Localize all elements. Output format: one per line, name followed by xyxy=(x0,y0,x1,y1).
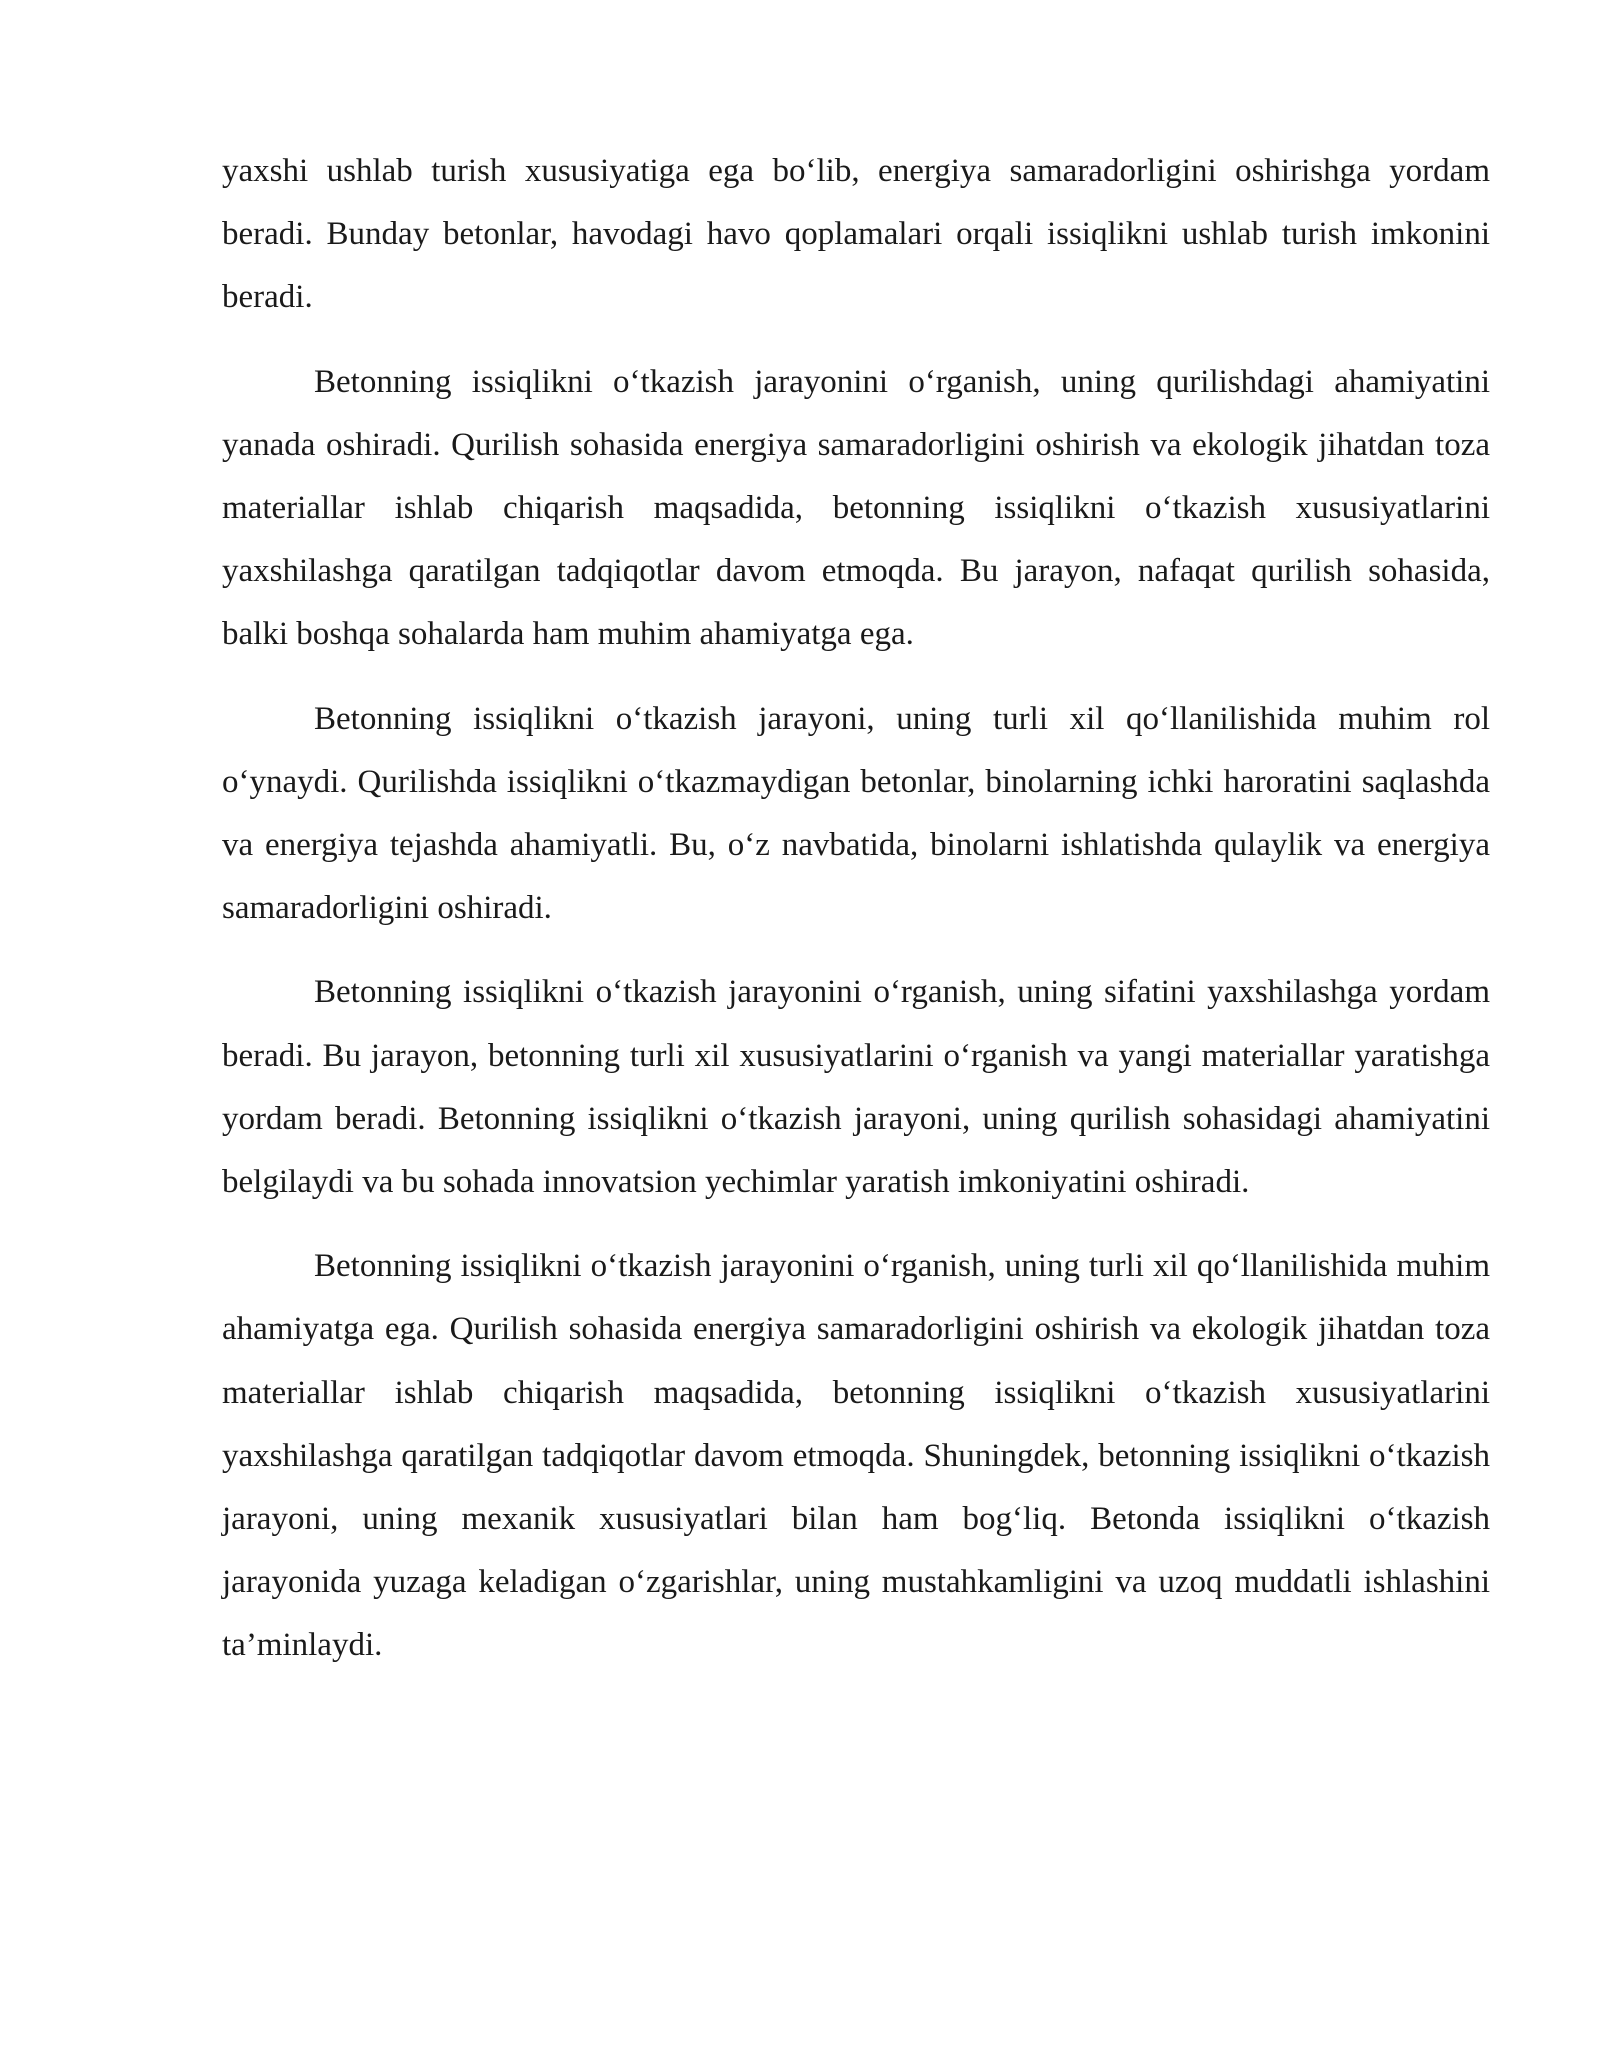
paragraph-4: Betonning issiqlikni o‘tkazish jarayonini o‘rganish, uning sifatini yaxshilashga yordam beradi. Bu jarayon, betonning turli xil xususiyatlarini o‘rganish va yangi materiallar yaratishga yordam beradi. Betonning issiqlikni o‘tkazish jarayoni, uning qurilish sohasidagi ahamiyatini belgilaydi va bu sohada innovatsion yechimlar yaratish imkoniyatini oshiradi. xyxy=(222,974,1490,1201)
paragraph-5: Betonning issiqlikni o‘tkazish jarayonini o‘rganish, uning turli xil qo‘llanilishida muhim ahamiyatga ega. Qurilish sohasida energiya samaradorligini oshirish va ekologik jihatdan toza materiallar ishlab chiqarish maqsadida, betonning issiqlikni o‘tkazish xususiyatlarini yaxshilashga qaratilgan tadqiqotlar davom etmoqda. Shuningdek, betonning issiqlikni o‘tkazish jarayoni, uning mexanik xususiyatlari bilan ham bog‘liq. Betonda issiqlikni o‘tkazish jarayonida yuzaga keladigan o‘zgarishlar, uning mustahkamligini va uzoq muddatli ishlashini ta’minlaydi. xyxy=(222,1248,1490,1664)
document-body xyxy=(222,140,1490,1699)
paragraph-2: Betonning issiqlikni o‘tkazish jarayonini o‘rganish, uning qurilishdagi ahamiyatini yanada oshiradi. Qurilish sohasida energiya samaradorligini oshirish va ekologik jihatdan toza materiallar ishlab chiqarish maqsadida, betonning issiqlikni o‘tkazish xususiyatlarini yaxshilashga qaratilgan tadqiqotlar davom etmoqda. Bu jarayon, nafaqat qurilish sohasida, balki boshqa sohalarda ham muhim ahamiyatga ega. xyxy=(222,363,1490,653)
paragraph-3: Betonning issiqlikni o‘tkazish jarayoni, uning turli xil qo‘llanilishida muhim rol o‘ynaydi. Qurilishda issiqlikni o‘tkazmaydigan betonlar, binolarning ichki haroratini saqlashda va energiya tejashda ahamiyatli. Bu, o‘z navbatida, binolarni ishlatishda qulaylik va energiya samaradorligini oshiradi. xyxy=(222,700,1490,927)
paragraph-continued: yaxshi ushlab turish xususiyatiga ega bo‘lib, energiya samaradorligini oshirishga yordam beradi. Bunday betonlar, havodagi havo qoplamalari orqali issiqlikni ushlab turish imkonini beradi. xyxy=(222,153,1490,316)
